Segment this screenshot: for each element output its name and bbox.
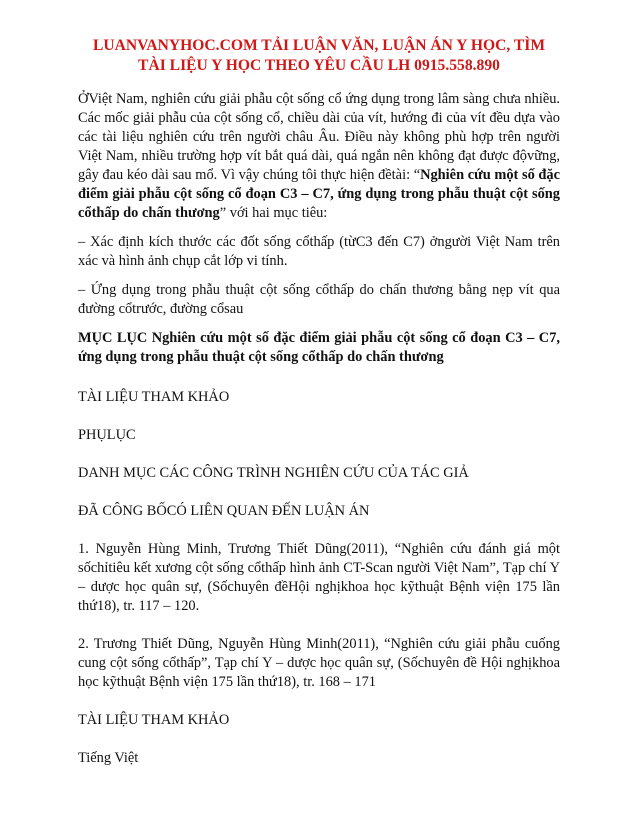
objective-2: – Ứng dụng trong phẫu thuật cột sống cổthấp do chấn thương bằng nẹp vít qua đường cổtrước, đường cổsau <box>78 282 560 317</box>
objective-1: – Xác định kích thước các đốt sống cổthấp (từC3 đến C7) ởngười Việt Nam trên xác và hình ảnh chụp cắt lớp vi tính. <box>78 234 560 269</box>
toc-title: MỤC LỤC Nghiên cứu một số đặc điểm giải phẫu cột sống cổ đoạn C3 – C7, ứng dụng trong phẫu thuật cột sống cổthấp do chấn thương <box>78 330 560 365</box>
page-header <box>70 36 568 76</box>
section-references: TÀI LIỆU THAM KHẢO <box>78 389 230 405</box>
section-appendix: PHỤLỤC <box>78 427 136 443</box>
references-heading: TÀI LIỆU THAM KHẢO <box>78 712 230 728</box>
reference-item-2: 2. Trương Thiết Dũng, Nguyễn Hùng Minh(2011), “Nghiên cứu giải phẫu cuống cung cột sống cổthấp”, Tạp chí Y – dược học quân sự, (Sốchuyên đề Hội nghịkhoa học kỹthuật Bệnh viện 175 lần thứ18), tr. 168 – 171 <box>78 636 560 690</box>
intro-text-end: ” với hai mục tiêu: <box>219 205 328 221</box>
header-line-1: LUANVANYHOC.COM TẢI LUẬN VĂN, LUẬN ÁN Y HỌC, TÌM <box>92 37 546 54</box>
section-publications: DANH MỤC CÁC CÔNG TRÌNH NGHIÊN CỨU CỦA TÁC GIẢ <box>78 465 469 481</box>
reference-item-1: 1. Nguyễn Hùng Minh, Trương Thiết Dũng(2011), “Nghiên cứu đánh giá một sốchỉtiêu kết xương cột sống cổthấp hình ảnh CT-Scan người Việt Nam”, Tạp chí Y – dược học quân sự, (Sốchuyên đềHội nghịkhoa học kỹthuật Bệnh viện 175 lần thứ18), tr. 117 – 120. <box>78 541 560 614</box>
intro-text: ỞViệt Nam, nghiên cứu giải phẫu cột sống cổ ứng dụng trong lâm sàng chưa nhiều. Các mốc giải phẫu của cột sống cổ, chiều dài của vít, hướng đi của vít đều dựa vào các tài liệu nghiên cứu trên người châu Âu. Điều này không phù hợp trên người Việt Nam, nhiều trường hợp vít bắt quá dài, quá ngắn nên không đạt được độvững, gây đau kéo dài sau mổ. Vì vậy chúng tôi thực hiện đềtài: “ <box>78 91 560 183</box>
section-published-related: ĐÃ CÔNG BỐCÓ LIÊN QUAN ĐẾN LUẬN ÁN <box>78 503 370 519</box>
header-line-2: TÀI LIỆU Y HỌC THEO YÊU CẦU LH 0915.558.890 <box>138 57 500 74</box>
intro-paragraph <box>78 90 560 223</box>
subheading-vietnamese: Tiếng Việt <box>78 750 139 766</box>
thesis-title: Nghiên cứu một số đặc điểm giải phẫu cột sống cổ đoạn C3 – C7, ứng dụng trong phẫu thuật cột sống cổthấp do chấn thương <box>78 167 560 221</box>
